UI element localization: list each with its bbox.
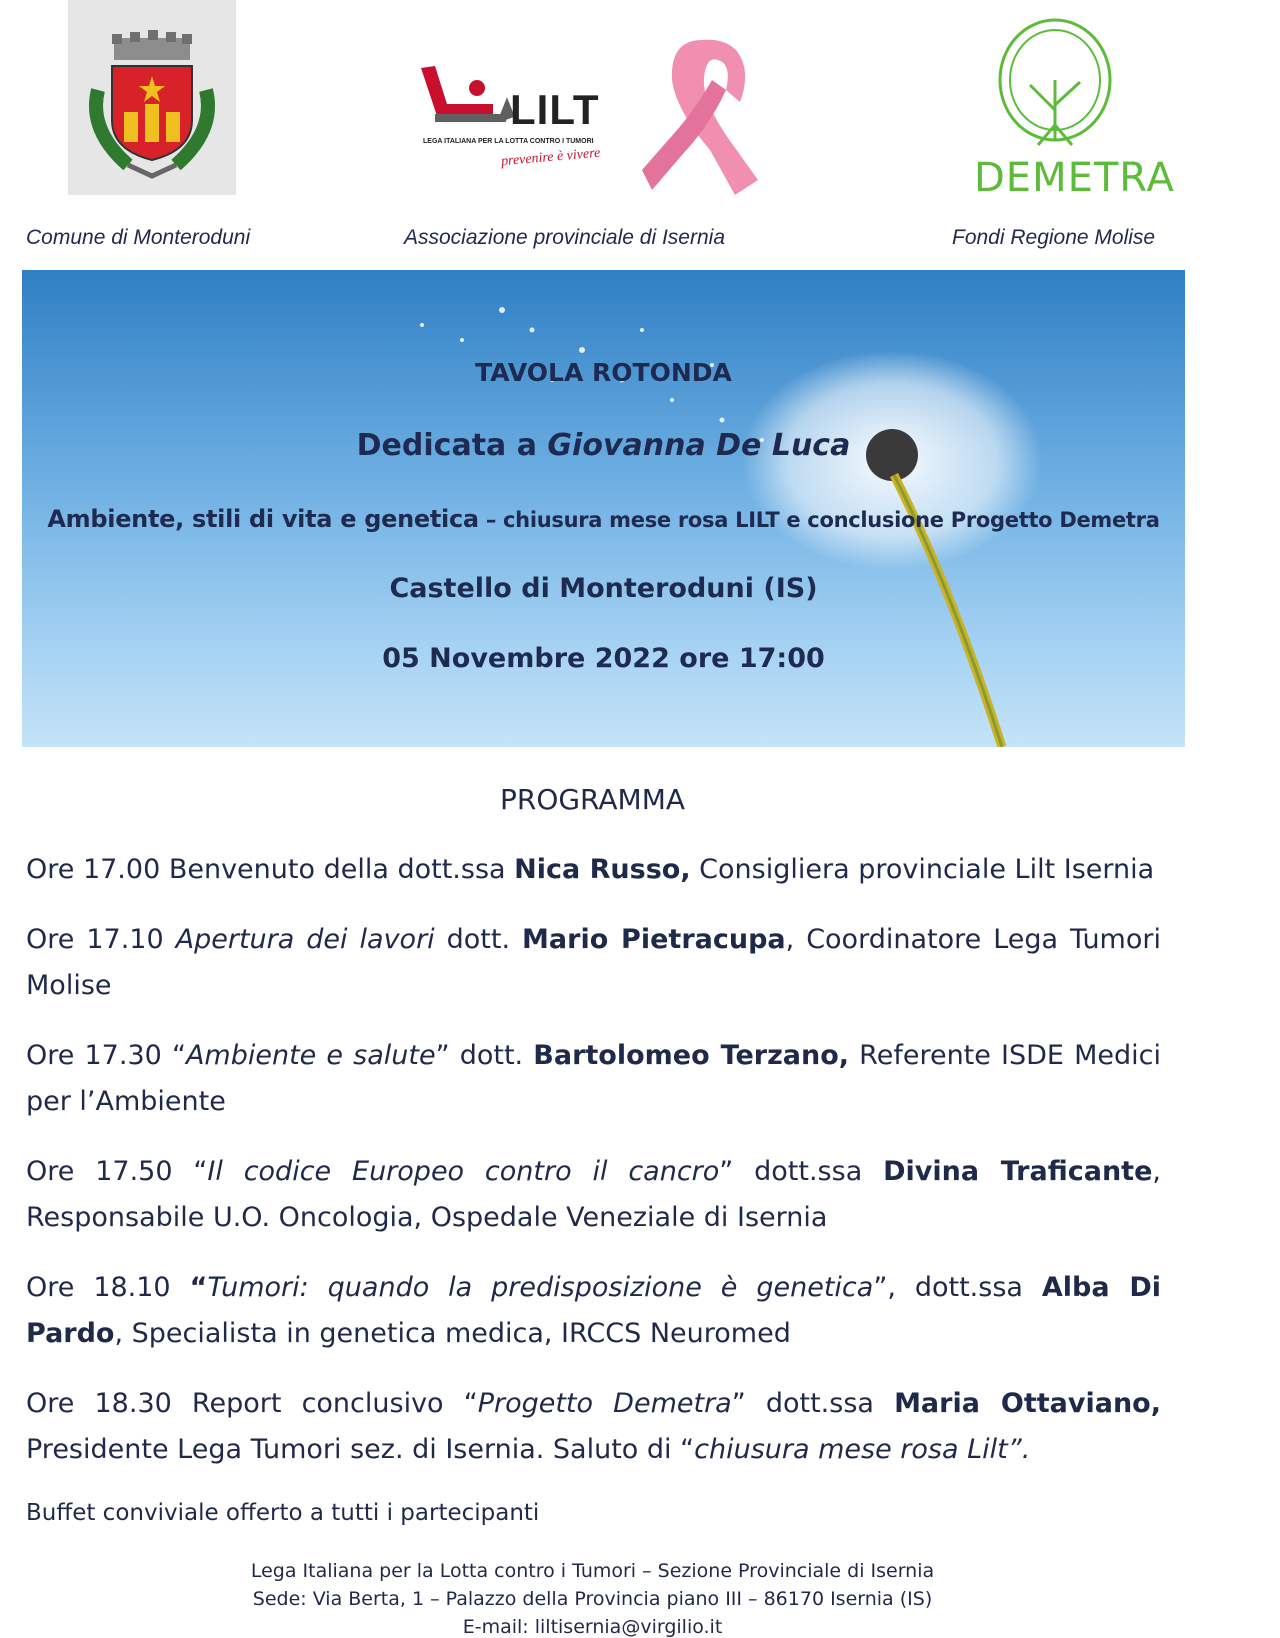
item-text: ” dott.ssa xyxy=(731,1388,895,1419)
open-quote: “ xyxy=(189,1272,208,1303)
theme-rest: – chiusura mese rosa LILT e conclusione Progetto Demetra xyxy=(478,508,1160,532)
item-text: Ore 17.00 Benvenuto della dott.ssa xyxy=(26,854,515,885)
talk-title: Progetto Demetra xyxy=(477,1388,732,1419)
demetra-brand-text: DEMETRA xyxy=(974,155,1175,201)
program-item xyxy=(26,1381,1161,1473)
speaker-name: Maria Ottaviano, xyxy=(894,1388,1161,1419)
speaker-name: Bartolomeo Terzano, xyxy=(533,1040,850,1071)
program-item xyxy=(26,1033,1161,1125)
footer-organization: Lega Italiana per la Lotta contro i Tumori – Sezione Provinciale di Isernia xyxy=(250,1560,935,1582)
demetra-logo xyxy=(960,10,1175,201)
program-item xyxy=(26,1149,1161,1241)
event-banner xyxy=(22,270,1185,747)
lilt-subtitle-text: LEGA ITALIANA PER LA LOTTA CONTRO I TUMORI xyxy=(423,138,594,145)
item-text: Consigliera provinciale Lilt Isernia xyxy=(690,854,1155,885)
speaker-name: Divina Traficante xyxy=(883,1156,1153,1187)
pink-ribbon-logo xyxy=(640,30,770,200)
caption-comune: Comune di Monteroduni xyxy=(26,226,251,249)
item-text: Ore 17.10 xyxy=(26,924,176,955)
talk-title: Tumori: quando la predisposizione è genetica xyxy=(207,1272,874,1303)
item-text: , Specialista in genetica medica, IRCCS Neuromed xyxy=(114,1318,791,1349)
caption-associazione: Associazione provinciale di Isernia xyxy=(404,226,725,249)
programma-heading: PROGRAMMA xyxy=(499,783,686,816)
banner-theme xyxy=(22,505,1185,533)
item-text: dott. xyxy=(434,924,523,955)
footer-address: Sede: Via Berta, 1 – Palazzo della Provincia piano III – 86170 Isernia (IS) xyxy=(252,1588,933,1610)
lilt-brand-text: LILT xyxy=(510,86,600,133)
item-text: Ore 17.30 “ xyxy=(26,1040,186,1071)
theme-main: Ambiente, stili di vita e genetica xyxy=(47,505,479,533)
caption-fondi: Fondi Regione Molise xyxy=(952,226,1156,249)
speaker-name: Alba Di Pardo xyxy=(26,1272,1162,1349)
banner-location: Castello di Monteroduni (IS) xyxy=(389,573,818,604)
coat-of-arms-icon xyxy=(68,0,236,195)
banner-dedication xyxy=(22,428,1185,463)
item-text: ” dott. xyxy=(435,1040,534,1071)
program-item xyxy=(26,1265,1161,1357)
talk-title: Apertura dei lavori xyxy=(175,924,435,955)
buffet-note: Buffet conviviale offerto a tutti i partecipanti xyxy=(26,1500,540,1526)
dedication-prefix: Dedicata a xyxy=(356,428,548,463)
program-item xyxy=(26,847,1161,893)
speaker-name: Nica Russo, xyxy=(514,854,691,885)
item-text: ”, dott.ssa xyxy=(873,1272,1042,1303)
item-text: Ore 18.30 Report conclusivo “ xyxy=(26,1388,478,1419)
comune-coat-of-arms-logo xyxy=(68,0,236,195)
item-text: ” dott.ssa xyxy=(719,1156,884,1187)
program-item xyxy=(26,917,1161,1009)
talk-title: chiusura mese rosa Lilt”. xyxy=(694,1434,1031,1465)
footer-email: E-mail: liltisernia@virgilio.it xyxy=(462,1616,723,1638)
lilt-tagline-text: prevenire è vivere xyxy=(500,145,601,170)
speaker-name: Mario Pietracupa xyxy=(522,924,786,955)
item-text: , Coordinatore Lega Tumori Molise xyxy=(26,924,1161,1001)
pink-ribbon-icon xyxy=(640,30,770,200)
item-text: Presidente Lega Tumori sez. di Isernia. Saluto di “ xyxy=(26,1434,695,1465)
item-text: Ore 17.50 “ xyxy=(26,1156,208,1187)
lilt-logo xyxy=(415,58,635,178)
item-text: , Responsabile U.O. Oncologia, Ospedale Veneziale di Isernia xyxy=(26,1156,1161,1233)
item-text: Referente ISDE Medici per l’Ambiente xyxy=(26,1040,1161,1117)
item-text: Ore 18.10 xyxy=(26,1272,190,1303)
talk-title: Ambiente e salute xyxy=(185,1040,436,1071)
banner-title: TAVOLA ROTONDA xyxy=(475,358,732,387)
dedication-name: Giovanna De Luca xyxy=(547,428,851,463)
talk-title: Il codice Europeo contro il cancro xyxy=(207,1156,720,1187)
banner-datetime: 05 Novembre 2022 ore 17:00 xyxy=(382,643,825,674)
